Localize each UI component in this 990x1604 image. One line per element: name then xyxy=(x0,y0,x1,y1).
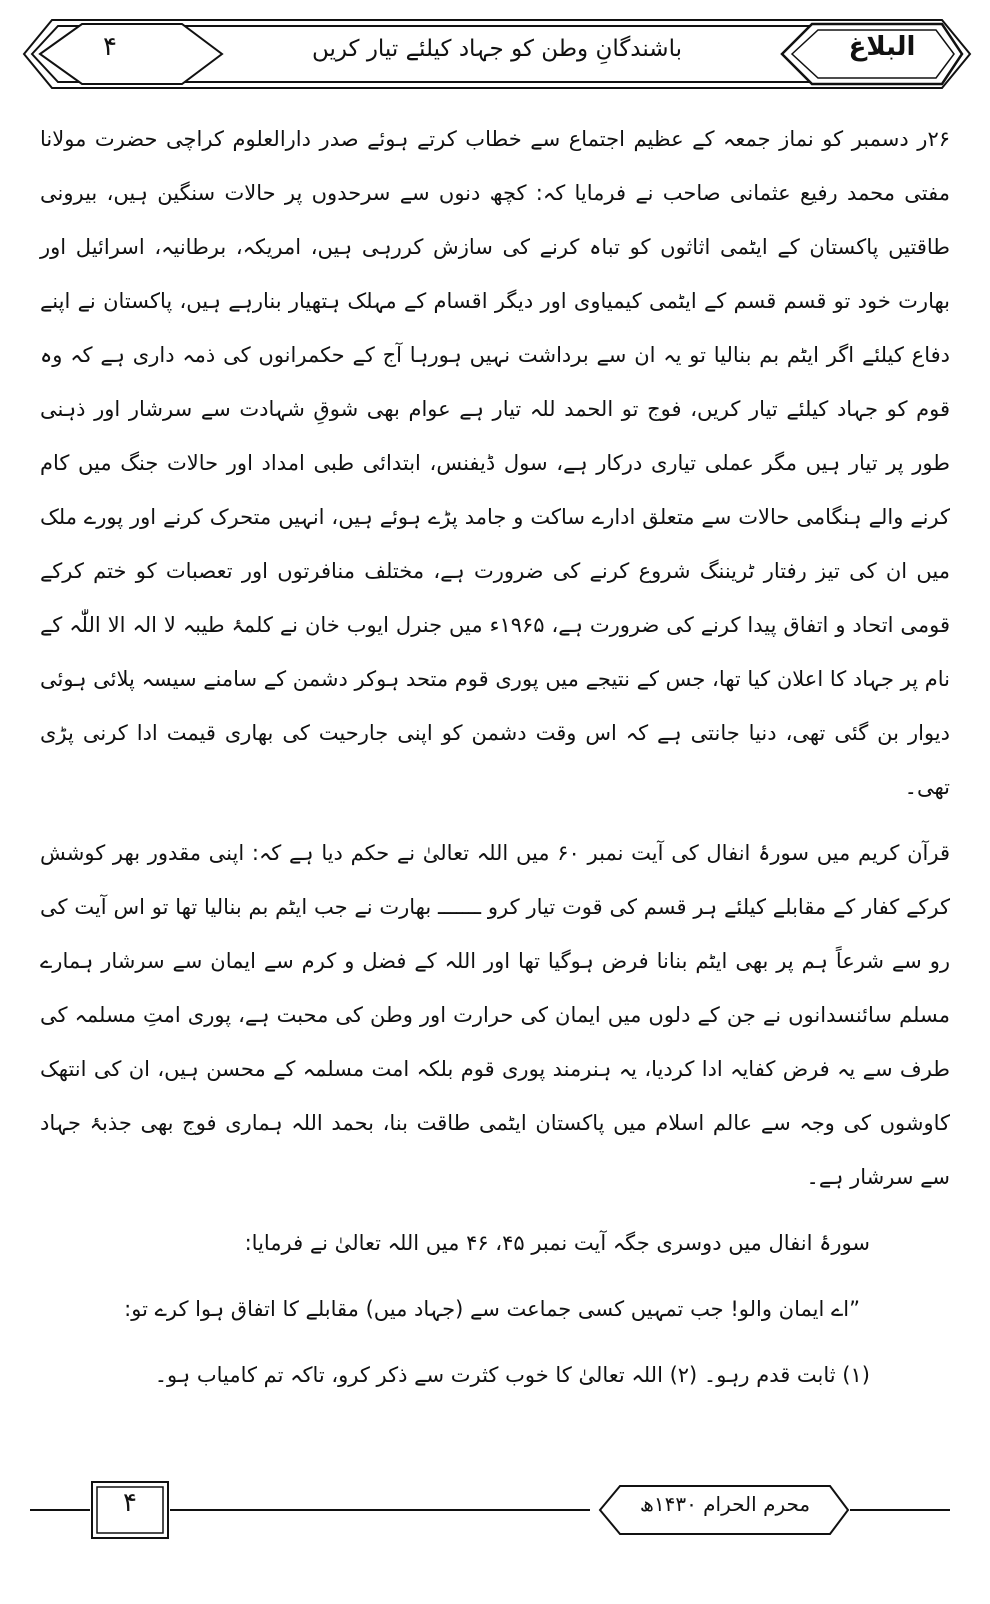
paragraph-1: ۲۶ر دسمبر کو نماز جمعہ کے عظیم اجتماع سے خطاب کرتے ہوئے صدر دارالعلوم کراچی حضرت مولانا مفتی محمد رفیع عثمانی صاحب نے فرمایا کہ: کچھ دنوں سے سرحدوں پر حالات سنگین ہیں، بیرونی طاقتیں پاکستان کے ایٹمی اثاثوں کو تباہ کرنے کی سازش کررہی ہیں، امریکہ، برطانیہ، اسرائیل اور بھارت خود تو قسم قسم کے ایٹمی کیمیاوی اور دیگر اقسام کے مہلک ہتھیار بنارہے ہیں، پاکستان نے اپنے دفاع کیلئے اگر ایٹم بم بنالیا تو یہ ان سے برداشت نہیں ہورہا آج کے حکمرانوں کی ذمہ داری ہے کہ وہ قوم کو جہاد کیلئے تیار کریں، فوج تو الحمد للہ تیار ہے عوام بھی شوقِ شہادت سے سرشار اور ذہنی طور پر تیار ہیں مگر عملی تیاری درکار ہے، سول ڈیفنس، ابتدائی طبی امداد اور حالات جنگ میں کام کرنے والے ہنگامی حالات سے متعلق ادارے ساکت و جامد پڑے ہوئے ہیں، انہیں متحرک کرنے اور پورے ملک میں ان کی تیز رفتار ٹریننگ شروع کرنے کی ضرورت ہے، مختلف منافرتوں اور تعصبات کو ختم کرکے قومی اتحاد و اتفاق پیدا کرنے کی ضرورت ہے، ۱۹۶۵ء میں جنرل ایوب خان نے کلمۂ طیبہ لا الہ الا اللّٰہ کے نام پر جہاد کا اعلان کیا تھا، جس کے نتیجے میں پوری قوم متحد ہوکر دشمن کے سامنے سیسہ پلائی ہوئی دیوار بن گئی تھی، دنیا جانتی ہے کہ اس وقت دشمن کو اپنی جارحیت کی بھاری قیمت ادا کرنی پڑی تھی۔ xyxy=(40,127,951,799)
magazine-logo: البلاغ xyxy=(848,32,916,62)
header-title: باشندگانِ وطن کو جہاد کیلئے تیار کریں xyxy=(311,36,682,62)
footer-page-number: ۴ xyxy=(123,1488,137,1518)
paragraph-3: سورۂ انفال میں دوسری جگہ آیت نمبر ۴۵، ۴۶ میں اللہ تعالیٰ نے فرمایا: xyxy=(244,1231,870,1255)
header-page-number: ۴ xyxy=(103,32,117,62)
paragraph-2: قرآن کریم میں سورۂ انفال کی آیت نمبر ۶۰ میں اللہ تعالیٰ نے حکم دیا ہے کہ: اپنی مقدور بھر کوشش کرکے کفار کے مقابلے کیلئے ہر قسم کی قوت تیار کرو ـــــــ بھارت نے جب ایٹم بم بنالیا تھا تو اس آیت کی رو سے شرعاً ہم پر بھی ایٹم بنانا فرض ہوگیا تھا اور اللہ کے فضل و کرم سے ایمان سے سرشار ہمارے مسلم سائنسدانوں نے جن کے دلوں میں ایمان کی حرارت اور وطن کی محبت ہے، پوری امتِ مسلمہ کی طرف سے یہ فرض کفایہ ادا کردیا، یہ ہنرمند پوری قوم بلکہ امت مسلمہ کے محسن ہیں، ان کی انتھک کاوشوں کی وجہ سے عالم اسلام میں پاکستان ایٹمی طاقت بنا، بحمد اللہ ہماری فوج بھی جذبۂ جہاد سے سرشار ہے۔ xyxy=(40,841,950,1189)
article-body xyxy=(40,112,950,1402)
commandments-list: (۱) ثابت قدم رہو۔ (۲) اللہ تعالیٰ کا خوب کثرت سے ذکر کرو، تاکہ تم کامیاب ہو۔ xyxy=(154,1363,870,1387)
page-header xyxy=(22,14,972,94)
footer-issue-date: محرم الحرام ۱۴۳۰ھ xyxy=(639,1492,811,1516)
quranic-quote: ”اے ایمان والو! جب تمہیں کسی جماعت سے (جہاد میں) مقابلے کا اتفاق ہوا کرے تو: xyxy=(124,1297,860,1321)
page-footer xyxy=(30,1478,950,1548)
